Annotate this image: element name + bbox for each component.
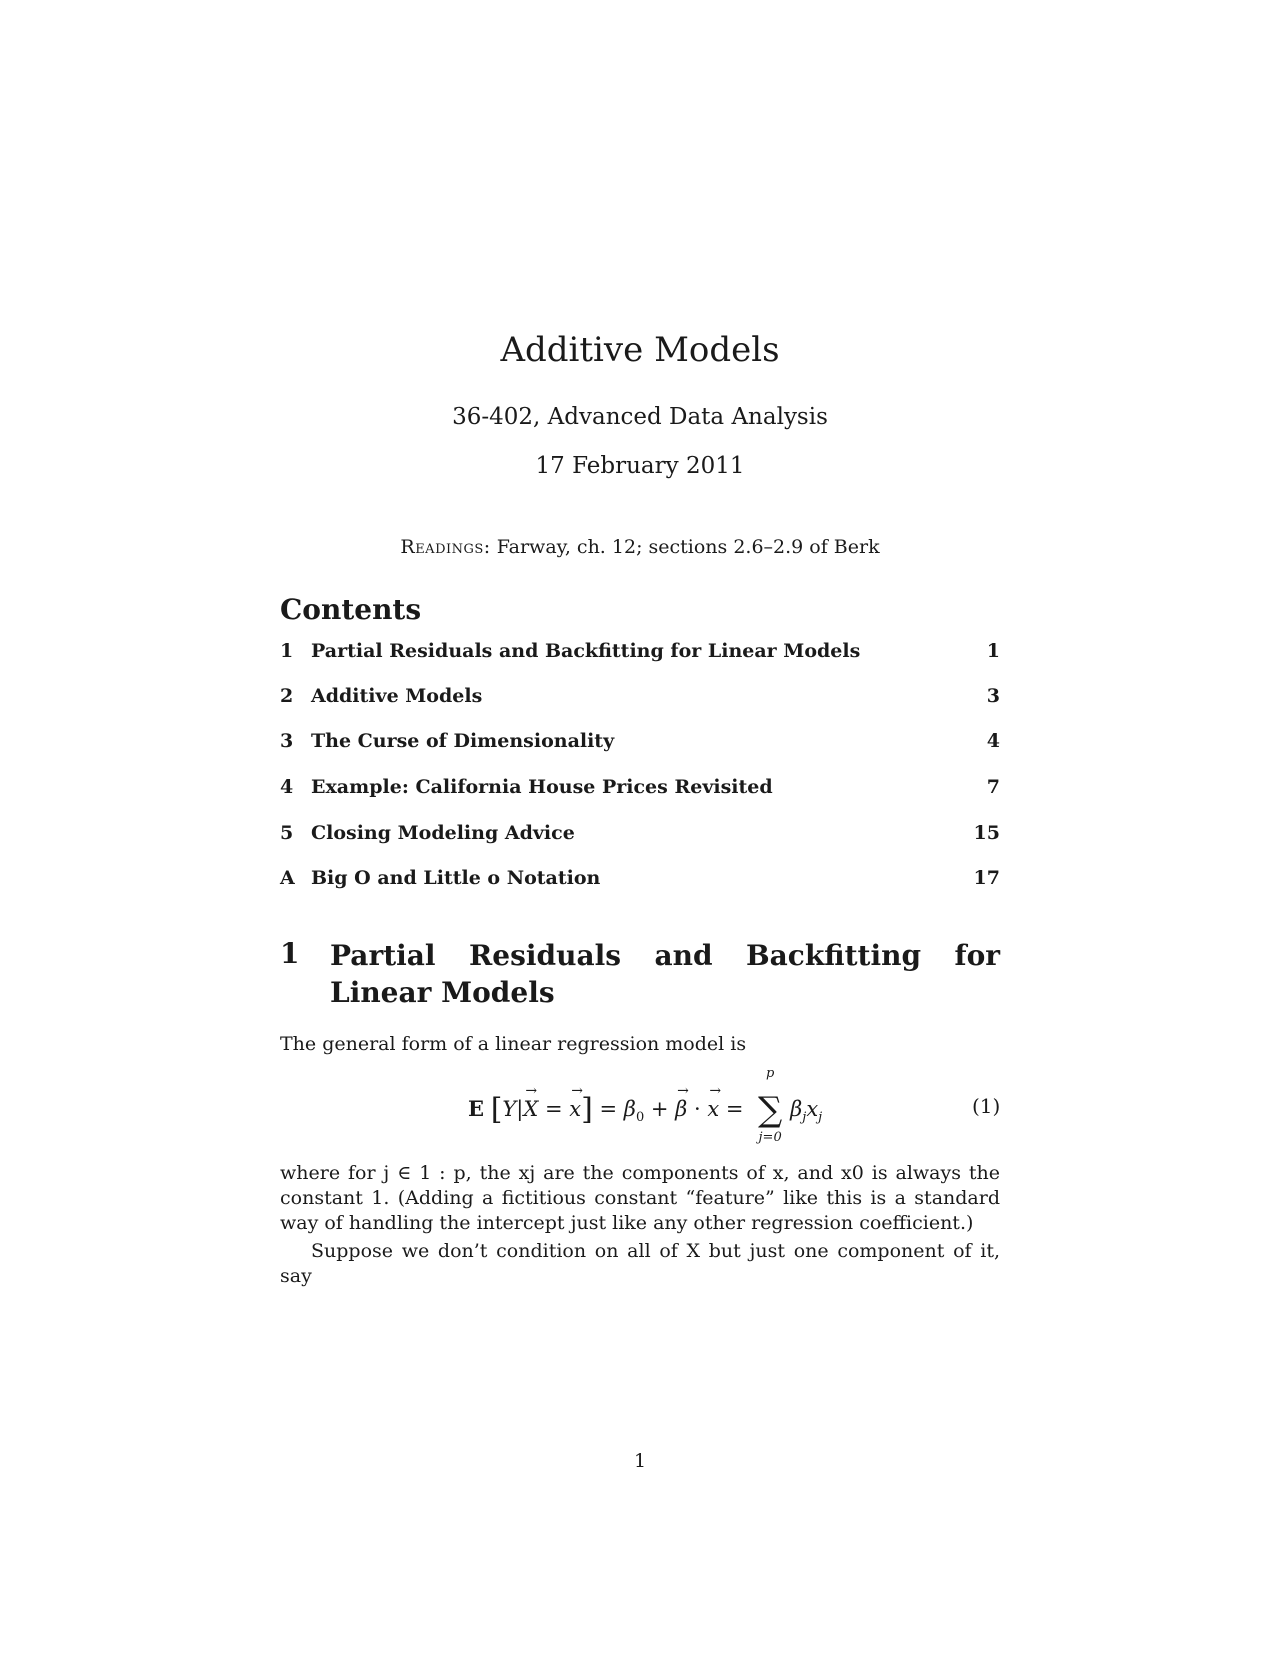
toc-entry-number: 2 (280, 685, 294, 707)
course-name: 36-402, Advanced Data Analysis (452, 404, 828, 430)
toc-entry[interactable] (280, 685, 1000, 715)
toc-entry[interactable] (280, 730, 1000, 760)
document-title: Additive Models (500, 330, 780, 370)
paragraph-definitions: where for j ∈ 1 : p, the xj are the components of x, and x0 is always the constant 1. (Adding a fictitious constant “feature” like this is a standard way of handling the intercept just like any other regression coefficient.) (280, 1162, 1000, 1234)
readings-label: Readings: (400, 536, 491, 558)
toc-entry[interactable] (280, 867, 1000, 897)
toc-entry-number: 4 (280, 776, 294, 798)
section-title: Partial Residuals and Backfitting for Linear Models (330, 939, 1000, 1009)
section-number: 1 (280, 937, 300, 970)
equation-1 (0, 1065, 1280, 1150)
toc-entry-page[interactable]: 7 (986, 776, 1000, 798)
toc-entry-page[interactable]: 4 (986, 730, 1000, 752)
contents-heading: Contents (280, 593, 422, 626)
document-date: 17 February 2011 (535, 453, 745, 479)
toc-entry-number: 1 (280, 640, 294, 662)
toc-entry-title[interactable]: Closing Modeling Advice (311, 822, 575, 844)
toc-entry-page[interactable]: 15 (973, 822, 1000, 844)
readings-text: Farway, ch. 12; sections 2.6–2.9 of Berk (496, 536, 880, 558)
toc-entry[interactable] (280, 640, 1000, 670)
toc-entry-title[interactable]: Example: California House Prices Revisited (311, 776, 773, 798)
toc-entry-page[interactable]: 3 (986, 685, 1000, 707)
toc-entry-title[interactable]: Big O and Little o Notation (311, 867, 601, 889)
toc-entry-title[interactable]: Partial Residuals and Backfitting for Linear Models (311, 640, 861, 662)
toc-entry-title[interactable]: The Curse of Dimensionality (311, 730, 615, 752)
toc-entry[interactable] (280, 822, 1000, 852)
page-number: 1 (633, 1450, 647, 1472)
toc-entry[interactable] (280, 776, 1000, 806)
paragraph-intro: The general form of a linear regression model is (280, 1033, 747, 1055)
equation-body: E [Y|→ X = → $x] = \beta_0$ + → β · → x = p ∑ j=0 $\beta_jx_j$ (468, 1092, 822, 1127)
toc-entry-number: 3 (280, 730, 294, 752)
toc-entry-number: A (280, 867, 295, 889)
toc-entry-title[interactable]: Additive Models (311, 685, 483, 707)
toc-entry-number: 5 (280, 822, 294, 844)
toc-entry-page[interactable]: 1 (986, 640, 1000, 662)
equation-number: (1) (972, 1094, 1001, 1118)
summation-icon: p ∑ j=0 (758, 1065, 783, 1145)
readings-line (0, 536, 1280, 558)
paragraph-continuation: Suppose we don’t condition on all of X but just one component of it, say (280, 1240, 1000, 1287)
toc-entry-page[interactable]: 17 (973, 867, 1000, 889)
